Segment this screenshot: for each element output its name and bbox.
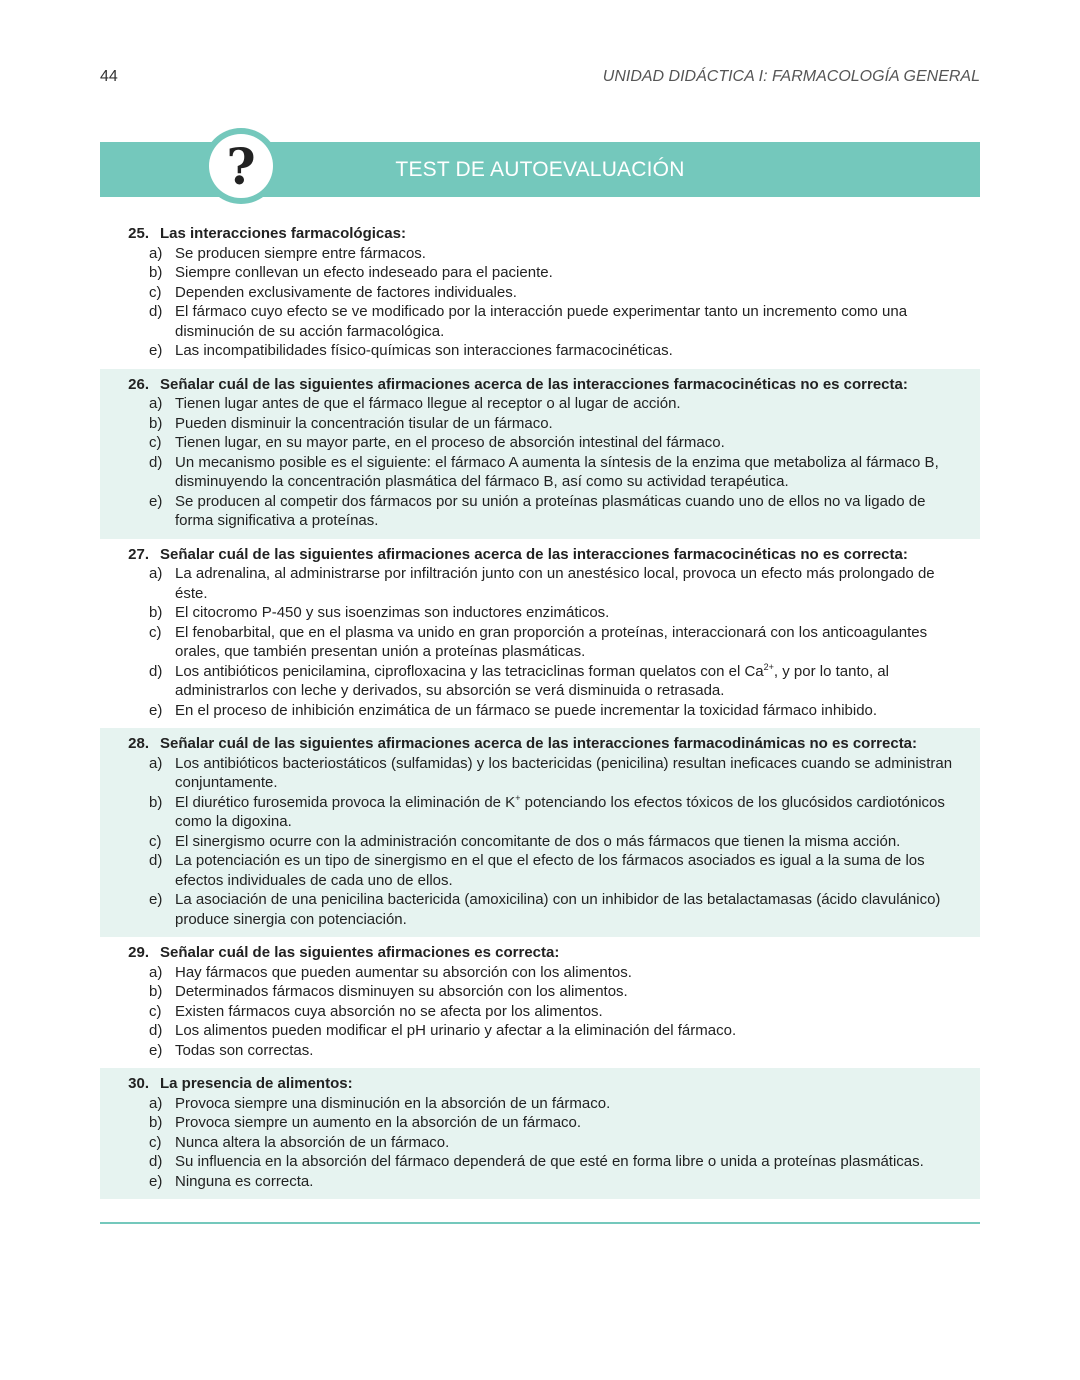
option-text: Todas son correctas. (175, 1041, 314, 1059)
option-letter: d) (149, 662, 163, 680)
option-letter: e) (149, 891, 163, 908)
answer-option (100, 1094, 980, 1114)
question-block (100, 218, 980, 369)
option-text: Provoca siempre un aumento en la absorción de un fármaco. (175, 1114, 582, 1131)
option-letter: c) (149, 283, 162, 301)
option-letter: a) (149, 1094, 163, 1112)
option-text: Determinados fármacos disminuyen su absorción con los alimentos. (175, 983, 628, 1000)
question-stem: Señalar cuál de las siguientes afirmaciones acerca de las interacciones farmacocinéticas no es correcta: (160, 375, 908, 393)
answer-option (100, 1041, 980, 1061)
question-number: 29. (128, 944, 149, 961)
question-header (100, 545, 980, 565)
question-list (100, 218, 980, 1199)
option-text: El citocromo P-450 y sus isoenzimas son inductores enzimáticos. (175, 604, 610, 621)
question-number: 27. (128, 545, 149, 563)
answer-option (100, 263, 980, 283)
option-text: La asociación de una penicilina bactericida (amoxicilina) con un inhibidor de las betalactamasas (ácido clavulánico) produce sinergia con potenciación. (175, 891, 941, 928)
option-text: Existen fármacos cuya absorción no se afecta por los alimentos. (175, 1002, 603, 1020)
answer-option (100, 754, 980, 793)
question-block (100, 539, 980, 729)
option-letter: d) (149, 1153, 163, 1170)
answer-option (100, 1002, 980, 1022)
banner-title: TEST DE AUTOEVALUACIÓN (395, 158, 685, 181)
page-number: 44 (100, 68, 118, 85)
option-letter: c) (149, 1002, 162, 1020)
option-letter: b) (149, 983, 163, 1000)
option-text: El sinergismo ocurre con la administración concomitante de dos o más fármacos que tienen la misma acción. (175, 832, 901, 850)
option-text: Pueden disminuir la concentración tisular de un fármaco. (175, 414, 553, 432)
question-number: 28. (128, 735, 149, 752)
answer-option (100, 851, 980, 890)
option-letter: c) (149, 434, 162, 451)
answer-option (100, 283, 980, 303)
question-header (100, 1074, 980, 1094)
question-stem: La presencia de alimentos: (160, 1075, 353, 1092)
answer-option (100, 832, 980, 852)
option-text: Se producen siempre entre fármacos. (175, 244, 426, 262)
question-number: 30. (128, 1075, 149, 1092)
option-text: En el proceso de inhibición enzimática de un fármaco se puede incrementar la toxicidad fármaco inhibido. (175, 701, 878, 719)
option-text: Tienen lugar, en su mayor parte, en el proceso de absorción intestinal del fármaco. (175, 434, 725, 451)
question-header (100, 375, 980, 395)
option-letter: e) (149, 701, 163, 719)
option-text: Los antibióticos bacteriostáticos (sulfamidas) y los bactericidas (penicilina) resultan ineficaces cuando se administran conjuntamente. (175, 754, 953, 791)
option-text: Su influencia en la absorción del fármaco dependerá de que esté en forma libre o unida a proteínas plasmáticas. (175, 1153, 924, 1170)
question-block (100, 937, 980, 1068)
option-letter: d) (149, 852, 163, 869)
option-text: Un mecanismo posible es el siguiente: el fármaco A aumenta la síntesis de la enzima que metaboliza al fármaco B, disminuyendo la concentración plasmática del fármaco B, así como su actividad terapéutica. (175, 453, 939, 490)
question-header (100, 224, 980, 244)
answer-option (100, 1113, 980, 1133)
option-text (175, 662, 966, 701)
question-stem: Señalar cuál de las siguientes afirmaciones acerca de las interacciones farmacocinéticas no es correcta: (160, 545, 908, 563)
option-text: Provoca siempre una disminución en la absorción de un fármaco. (175, 1094, 611, 1112)
option-letter: c) (149, 832, 162, 850)
option-letter: e) (149, 1172, 163, 1190)
answer-option (100, 414, 980, 434)
answer-option (100, 394, 980, 414)
answer-option (100, 302, 980, 341)
option-text: Siempre conllevan un efecto indeseado para el paciente. (175, 264, 553, 281)
option-text: La adrenalina, al administrarse por infiltración junto con un anestésico local, provoca un efecto más prolongado de éste. (175, 565, 935, 602)
question-block (100, 369, 980, 539)
option-letter: c) (149, 623, 162, 641)
option-letter: a) (149, 565, 163, 582)
option-text: Los alimentos pueden modificar el pH urinario y afectar a la eliminación del fármaco. (175, 1022, 737, 1039)
option-text: Nunca altera la absorción de un fármaco. (175, 1133, 450, 1151)
option-letter: e) (149, 342, 163, 359)
question-stem: Señalar cuál de las siguientes afirmaciones acerca de las interacciones farmacodinámicas no es correcta: (160, 735, 918, 752)
option-letter: d) (149, 1022, 163, 1039)
running-header: UNIDAD DIDÁCTICA I: FARMACOLOGÍA GENERAL (602, 68, 980, 85)
option-text: El fármaco cuyo efecto se ve modificado por la interacción puede experimentar tanto un incremento como una disminución de su acción farmacológica. (175, 303, 908, 340)
answer-option (100, 890, 980, 929)
answer-option (100, 793, 980, 832)
question-block (100, 1068, 980, 1199)
option-letter: a) (149, 754, 163, 772)
option-text (175, 793, 966, 832)
option-letter: d) (149, 453, 163, 471)
option-letter: e) (149, 1041, 163, 1059)
answer-option (100, 701, 980, 721)
answer-option (100, 244, 980, 264)
option-letter: c) (149, 1133, 162, 1151)
option-letter: a) (149, 963, 163, 981)
answer-option (100, 662, 980, 701)
answer-option (100, 603, 980, 623)
question-block (100, 728, 980, 937)
answer-option (100, 492, 980, 531)
option-text: Tienen lugar antes de que el fármaco llegue al receptor o al lugar de acción. (175, 395, 681, 412)
question-mark-glyph: ? (209, 134, 273, 198)
question-stem: Las interacciones farmacológicas: (160, 225, 406, 242)
answer-option (100, 453, 980, 492)
answer-option (100, 963, 980, 983)
option-letter: a) (149, 244, 163, 262)
answer-option (100, 341, 980, 361)
option-letter: b) (149, 1114, 163, 1131)
question-header (100, 943, 980, 963)
option-text: Hay fármacos que pueden aumentar su absorción con los alimentos. (175, 963, 632, 981)
superscript-charge: + (515, 792, 521, 803)
answer-option (100, 564, 980, 603)
option-text: El fenobarbital, que en el plasma va unido en gran proporción a proteínas, interaccionará con los anticoagulantes orales, que también presentan unión a proteínas plasmáticas. (175, 623, 928, 660)
option-text: Ninguna es correcta. (175, 1172, 314, 1190)
answer-option (100, 1172, 980, 1192)
option-text: Dependen exclusivamente de factores individuales. (175, 283, 517, 301)
option-text: La potenciación es un tipo de sinergismo en el que el efecto de los fármacos asociados es igual a la suma de los efectos individuales de cada uno de ellos. (175, 852, 925, 889)
option-text-part: El diurético furosemida provoca la eliminación de K (175, 793, 516, 811)
answer-option (100, 433, 980, 453)
answer-option (100, 623, 980, 662)
answer-option (100, 1021, 980, 1041)
option-text-part: , y por lo tanto, al administrarlos con leche y derivados, su absorción se verá disminuida o retrasada. (175, 662, 889, 699)
question-number: 25. (128, 225, 149, 242)
superscript-charge: 2+ (763, 661, 774, 672)
answer-option (100, 982, 980, 1002)
option-letter: b) (149, 793, 163, 811)
option-text-part: potenciando los efectos tóxicos de los glucósidos cardiotónicos como la digoxina. (175, 793, 945, 830)
option-letter: b) (149, 264, 163, 281)
option-letter: d) (149, 303, 163, 320)
option-text: Las incompatibilidades físico-químicas son interacciones farmacocinéticas. (175, 342, 673, 359)
option-letter: a) (149, 395, 163, 412)
answer-option (100, 1133, 980, 1153)
option-text-part: Los antibióticos penicilamina, ciprofloxacina y las tetraciclinas forman quelatos con el Ca (175, 662, 764, 680)
option-letter: e) (149, 492, 163, 510)
question-mark-icon (203, 128, 279, 204)
bottom-divider (100, 1222, 980, 1224)
option-text: Se producen al competir dos fármacos por su unión a proteínas plasmáticas cuando uno de ellos no va ligado de forma significativa a proteínas. (175, 492, 926, 529)
answer-option (100, 1152, 980, 1172)
option-letter: b) (149, 604, 163, 621)
question-header (100, 734, 980, 754)
option-letter: b) (149, 414, 163, 432)
question-number: 26. (128, 375, 149, 393)
question-stem: Señalar cuál de las siguientes afirmaciones es correcta: (160, 944, 560, 961)
